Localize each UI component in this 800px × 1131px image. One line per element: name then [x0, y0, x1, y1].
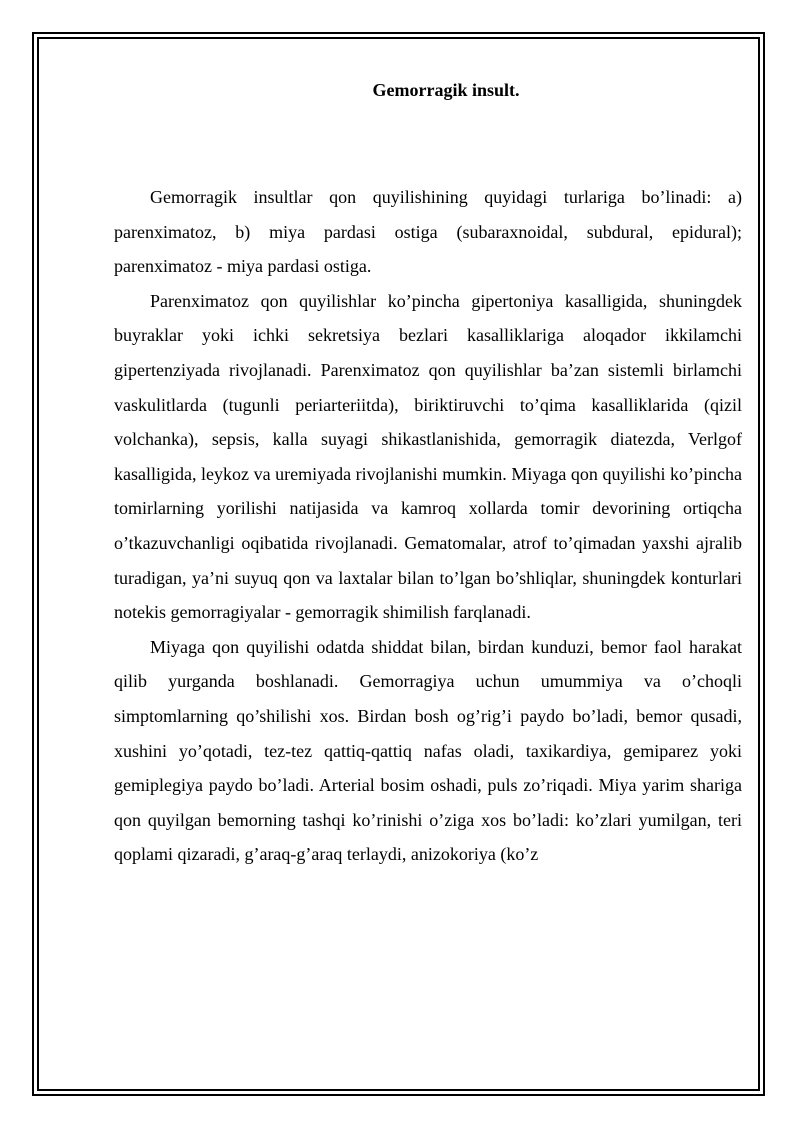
paragraph-2: Parenximatoz qon quyilishlar ko’pincha gipertoniya kasalligida, shuningdek buyraklar yoki ichki sekretsiya bezlari kasalliklariga aloqador ikkilamchi gipertenziyada rivojlanadi. Parenximatoz qon quyilishlar ba’zan sistemli birlamchi vaskulitlarda (tugunli periarteriitda), biriktiruvchi to’qima kasalliklarida (qizil volchanka), sepsis, kalla suyagi shikastlanishida, gemorragik diatezda, Verlgof kasalligida, leykoz va uremiyada rivojlanishi mumkin. Miyaga qon quyilishi ko’pincha tomirlarning yorilishi natijasida va kamroq xollarda tomir devorining ortiqcha o’tkazuvchanligi oqibatida rivojlanadi. Gematomalar, atrof to’qimadan yaxshi ajralib turadigan, ya’ni suyuq qon va laxtalar bilan to’lgan bo’shliqlar, shuningdek konturlari notekis gemorragiyalar - gemorragik shimilish farqlanadi. — [114, 290, 742, 623]
paragraph-1: Gemorragik insultlar qon quyilishining quyidagi turlariga bo’linadi: a) parenximatoz, b) miya pardasi ostiga (subaraxnoidal, subdural, epidural); parenximatoz - miya pardasi ostiga. — [114, 187, 742, 277]
document-title: Gemorragik insult. — [372, 80, 520, 100]
document-body — [114, 180, 742, 872]
paragraph-3: Miyaga qon quyilishi odatda shiddat bilan, birdan kunduzi, bemor faol harakat qilib yurganda boshlanadi. Gemorragiya uchun umummiya va o’choqli simptomlarning qo’shilishi xos. Birdan bosh og’rig’i paydo bo’ladi, bemor qusadi, xushini yo’qotadi, tez-tez qattiq-qattiq nafas oladi, taxikardiya, gemiparez yoki gemiplegiya paydo bo’ladi. Arterial bosim oshadi, puls zo’riqadi. Miya yarim shariga qon quyilgan bemorning tashqi ko’rinishi o’ziga xos bo’ladi: ko’zlari yumilgan, teri qoplami qizaradi, g’araq-g’araq terlaydi, anizokoriya (ko’z — [114, 636, 742, 865]
document-content — [114, 76, 742, 872]
